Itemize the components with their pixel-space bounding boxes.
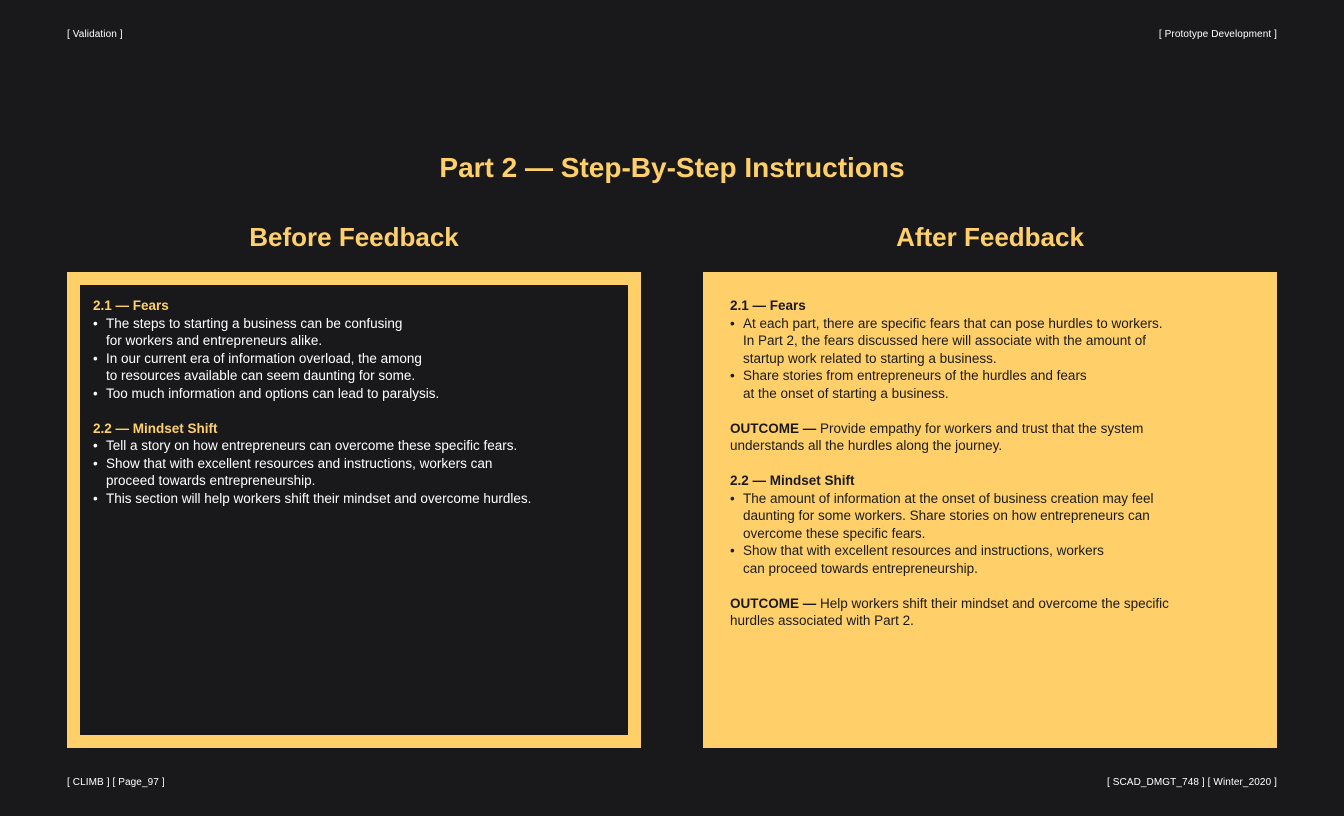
list-item-text: The amount of information at the onset of business creation may feel daunting for some workers. Share stories on how entrepreneurs can overcome these specific fears. (743, 490, 1154, 541)
list-item (730, 542, 1250, 577)
list-item (93, 350, 615, 385)
bullet-icon: • (93, 490, 98, 506)
page-title: Part 2 — Step-By-Step Instructions (439, 152, 905, 183)
before-mindset-title: 2.2 — Mindset Shift (93, 420, 218, 436)
after-feedback-panel (703, 272, 1277, 748)
list-item (93, 437, 615, 455)
list-item (93, 315, 615, 350)
header-section-label: [ Validation ] (67, 29, 123, 40)
bullet-icon: • (93, 350, 98, 366)
before-mindset-list (93, 437, 615, 507)
list-item-text: At each part, there are specific fears that can pose hurdles to workers. In Part 2, the fears discussed here will associate with the amount of startup work related to starting a business. (743, 315, 1163, 366)
list-item-text: Tell a story on how entrepreneurs can overcome these specific fears. (106, 438, 518, 453)
before-fears-list (93, 315, 615, 403)
list-item-text: Too much information and options can lead to paralysis. (106, 385, 440, 401)
list-item (93, 490, 615, 508)
bullet-icon: • (93, 455, 98, 471)
footer-course-label: [ SCAD_DMGT_748 ] [ Winter_2020 ] (1106, 777, 1277, 788)
after-mindset-title: 2.2 — Mindset Shift (730, 473, 855, 488)
list-item-text: Share stories from entrepreneurs of the hurdles and fears at the onset of starting a business. (743, 368, 1087, 401)
list-item (730, 315, 1250, 368)
bullet-icon: • (93, 385, 98, 401)
after-fears-outcome (730, 420, 1250, 455)
after-fears-title: 2.1 — Fears (730, 298, 806, 313)
list-item (730, 367, 1250, 402)
list-item (730, 490, 1250, 543)
before-feedback-heading: Before Feedback (249, 222, 459, 252)
bullet-icon: • (730, 315, 735, 331)
footer-page-label: [ CLIMB ] [ Page_97 ] (67, 777, 165, 788)
before-feedback-content (80, 285, 628, 735)
bullet-icon: • (93, 315, 98, 331)
bullet-icon: • (93, 438, 98, 453)
bullet-icon: • (730, 543, 735, 558)
before-fears-title: 2.1 — Fears (93, 298, 169, 313)
list-item-text: The steps to starting a business can be confusing for workers and entrepreneurs alike. (106, 315, 403, 348)
outcome-label: OUTCOME — (730, 595, 817, 611)
list-item-text: Show that with excellent resources and instructions, workers can proceed towards entrepreneurship. (743, 543, 1104, 576)
after-mindset-list (730, 490, 1250, 578)
before-feedback-panel (67, 272, 641, 748)
bullet-icon: • (730, 490, 735, 506)
list-item-text: Show that with excellent resources and instructions, workers can proceed towards entrepreneurship. (106, 455, 493, 488)
bullet-icon: • (730, 368, 735, 383)
outcome-label: OUTCOME — (730, 420, 817, 436)
list-item-text: In our current era of information overload, the among to resources available can seem daunting for some. (106, 350, 422, 383)
outcome-text: Provide empathy for workers and trust that the system understands all the hurdles along the journey. (730, 420, 1144, 453)
after-fears-list (730, 315, 1250, 403)
list-item (93, 385, 615, 403)
outcome-text: Help workers shift their mindset and overcome the specific hurdles associated with Part 2. (730, 595, 1169, 628)
header-chapter-label: [ Prototype Development ] (1158, 29, 1277, 40)
list-item-text: This section will help workers shift their mindset and overcome hurdles. (106, 490, 532, 506)
after-feedback-heading: After Feedback (896, 222, 1084, 252)
after-mindset-outcome (730, 595, 1250, 630)
list-item (93, 455, 615, 490)
